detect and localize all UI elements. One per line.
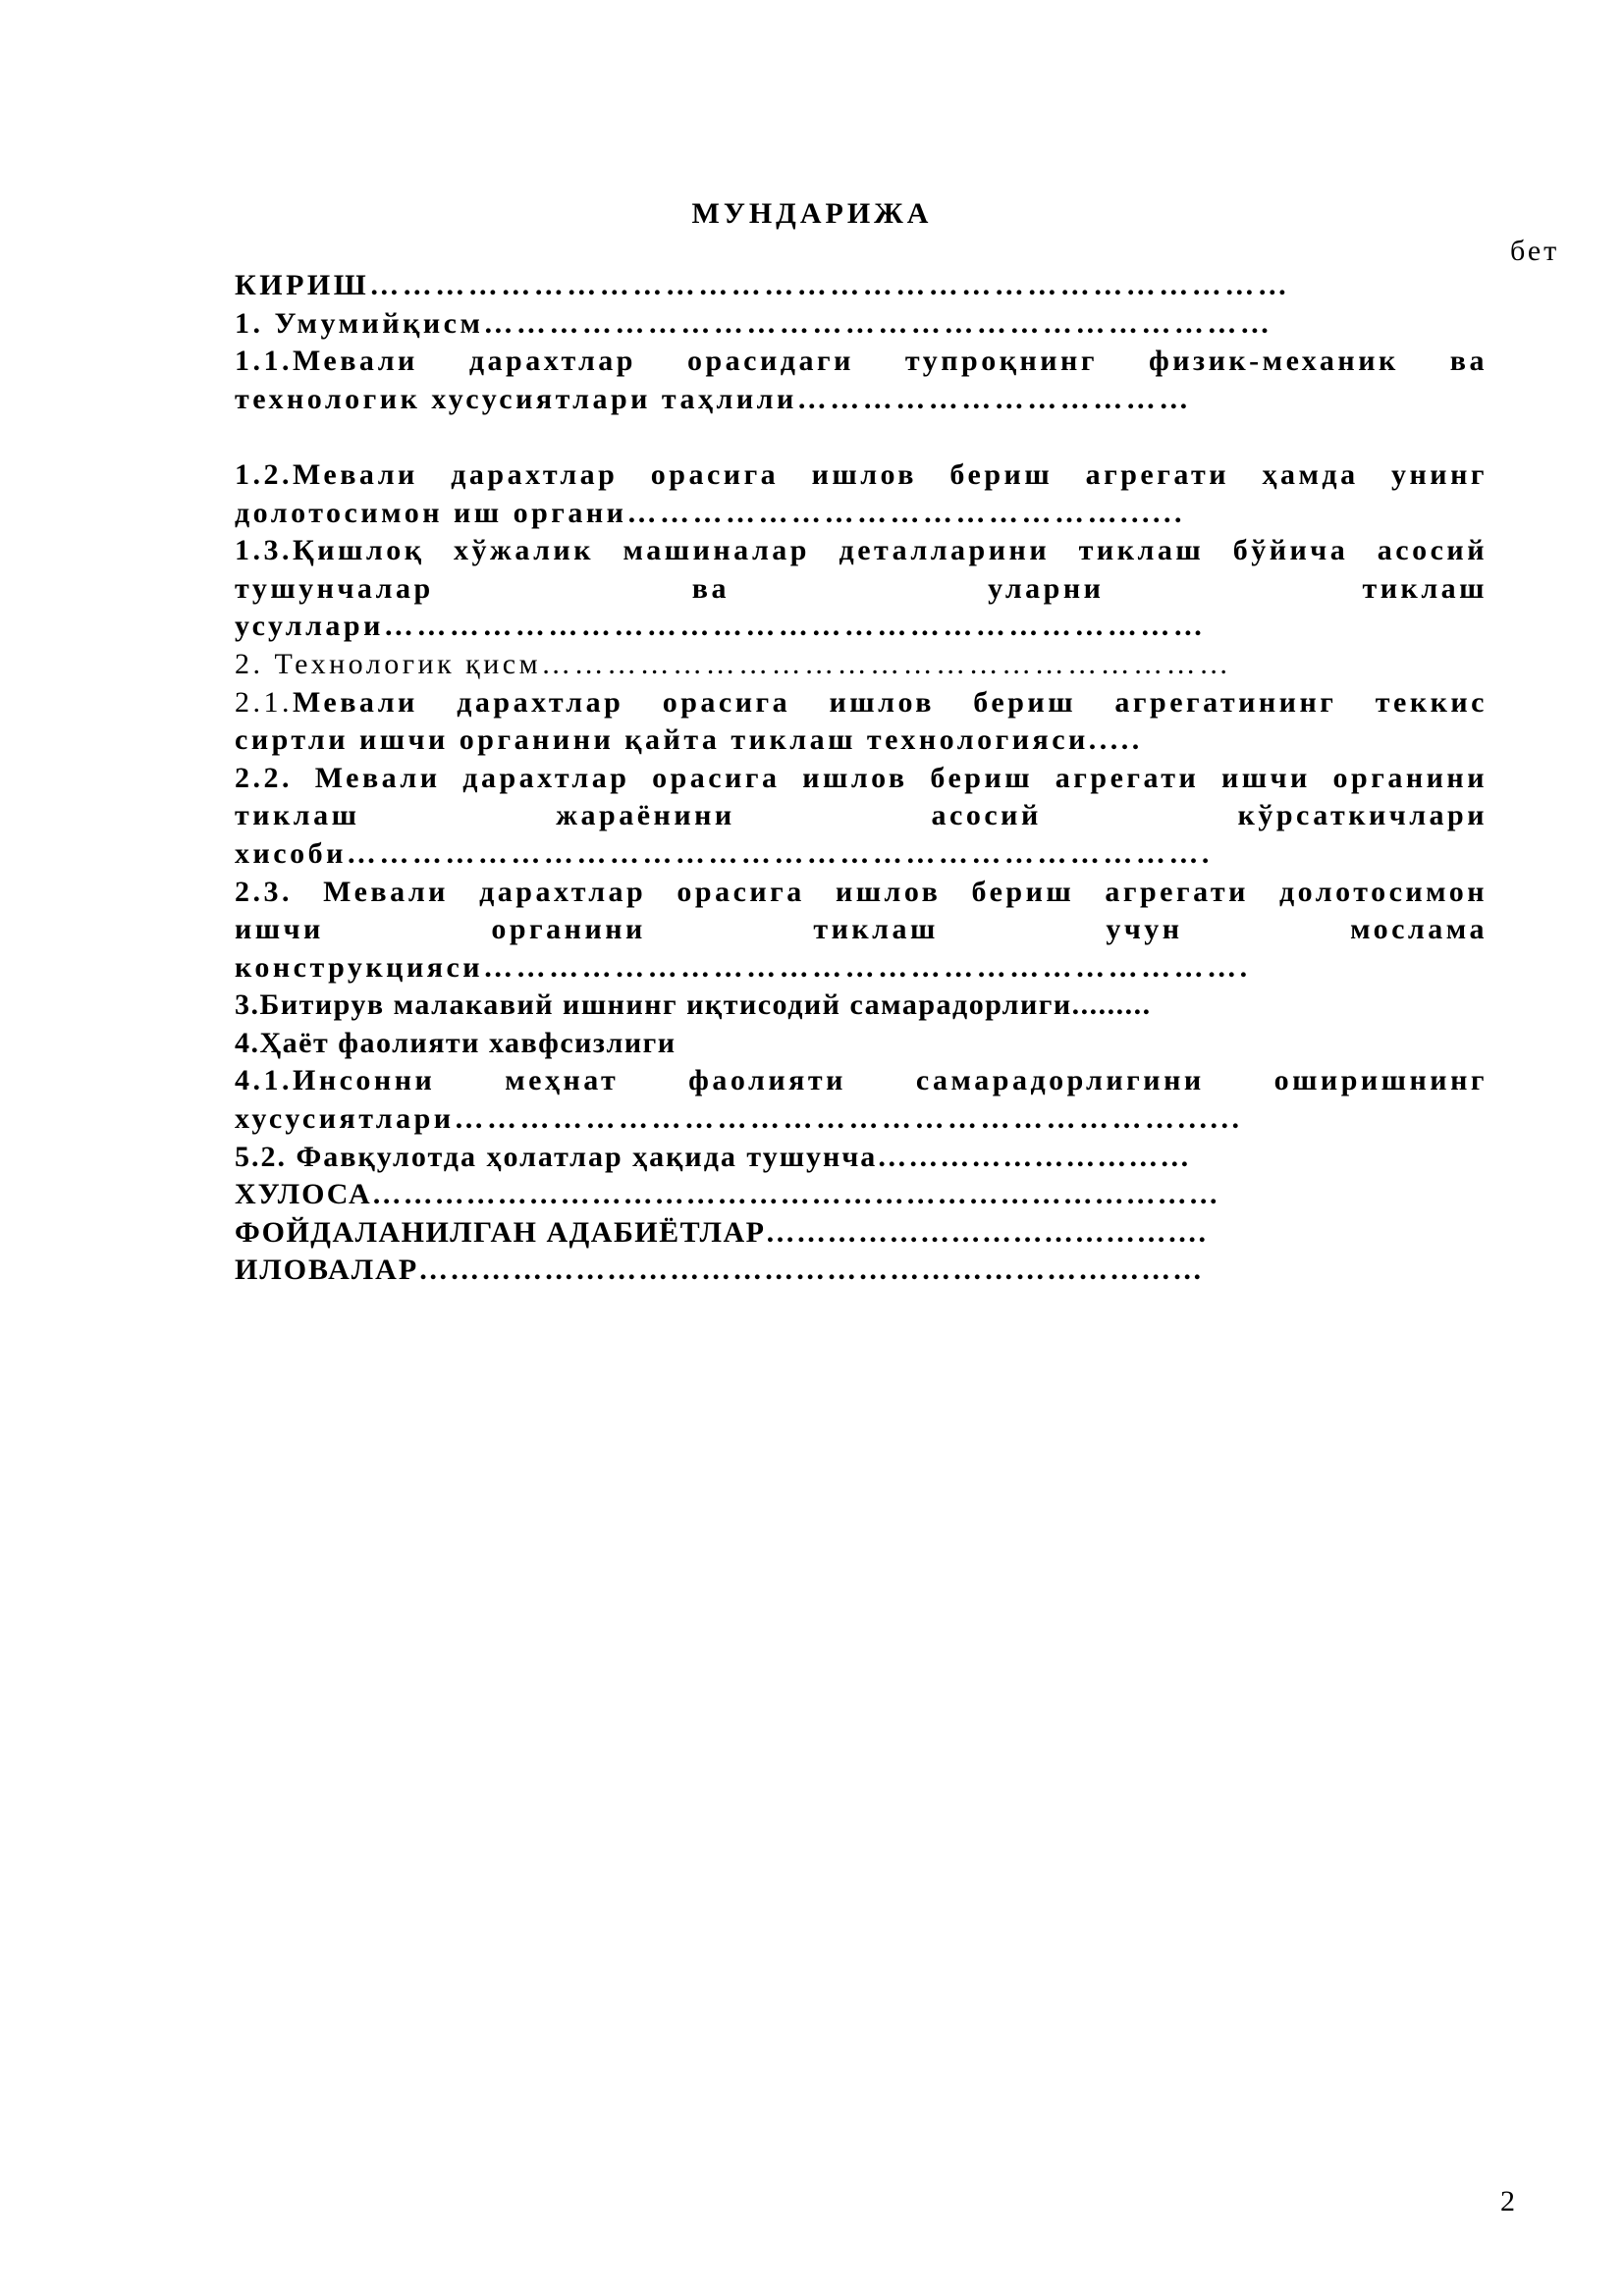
toc-entry-2-2-line1: 2.2. Мевали дарахтлар орасига ишлов бериш агрегати ишчи органини — [235, 761, 1488, 794]
toc-entry-introduction — [235, 267, 1488, 305]
toc-entry-4: 4.Ҳаёт фаолияти хавфсизлиги — [235, 1026, 677, 1059]
toc-entry-1-1-line1: 1.1.Мевали дарахтлар орасидаги тупроқнинг физик-механик ва — [235, 345, 1488, 378]
toc-entry-references: ФОЙДАЛАНИЛГАН АДАБИЁТЛАР……………………………………. — [235, 1215, 1208, 1249]
toc-entry-1-1-line2: технологик хусусиятлари таҳлили……………………………… — [235, 382, 1192, 415]
toc-entry-4-1-line1: 4.1.Инсонни меҳнат фаолияти самарадорлигини оширишнинг — [235, 1064, 1488, 1097]
table-of-contents — [235, 267, 1488, 1290]
toc-entry-1-3-line1: 1.3.Қишлоқ хўжалик машиналар деталларини тиклаш бўйича асосий — [235, 534, 1488, 567]
toc-entry-3: 3.Битирув малакавий ишнинг иқтисодий самарадорлиги......... — [235, 988, 1152, 1022]
toc-entry-4-1-line2: хусусиятлари…………………………………………………………...... — [235, 1102, 1243, 1136]
toc-entry-text: КИРИШ………………………………………………………………………… — [235, 269, 1291, 301]
toc-entry-1-3-line3: усуллари………………………………………………………………… — [235, 610, 1207, 643]
toc-entry-1-2-line1: 1.2.Мевали дарахтлар орасига ишлов бериш агрегати ҳамда унинг — [235, 457, 1488, 491]
toc-entry-conclusion: ХУЛОСА……………………………………………………………………… — [235, 1178, 1220, 1211]
page-title: МУНДАРИЖА — [691, 197, 933, 230]
toc-entry-2-1-line1 — [235, 684, 1488, 722]
toc-entry-5-2: 5.2. Фавқулотда ҳолатлар ҳақида тушунча………………………… — [235, 1140, 1192, 1173]
toc-entry-1-3-line2: тушунчалар ва уларни тиклаш — [235, 571, 1488, 605]
toc-entry-1-2-line2: долотосимон иш органи………………………………………...... — [235, 496, 1185, 529]
toc-entry-2-3-line1: 2.3. Мевали дарахтлар орасига ишлов бериш агрегати долотосимон — [235, 875, 1488, 908]
toc-entry-1: 1. Умумийқисм……………………………………………………………… — [235, 306, 1273, 340]
toc-spacer — [235, 418, 1488, 456]
toc-entry-appendices: ИЛОВАЛАР………………………………………………………………… — [235, 1254, 1205, 1287]
toc-entry-2: 2. Технологик қисм……………………………………………………… — [235, 647, 1232, 680]
toc-entry-2-1-line2: сиртли ишчи органини қайта тиклаш технологияси..... — [235, 723, 1143, 757]
toc-entry-2-3-line2: ишчи органини тиклаш учун мослама — [235, 913, 1488, 946]
toc-entry-2-2-line3: хисоби……………………………………………………………………. — [235, 836, 1213, 870]
toc-entry-2-3-line3: конструкцияси……………………………………………………………. — [235, 950, 1251, 984]
toc-entry-2-1-prefix: 2.1. — [235, 685, 293, 719]
page-number: 2 — [1500, 2185, 1515, 2217]
page-column-label: бет — [1510, 235, 1560, 267]
toc-entry-2-1-text: Мевали дарахтлар орасига ишлов бериш агрегатининг теккис — [293, 685, 1488, 719]
toc-entry-2-2-line2: тиклаш жараёнини асосий кўрсаткичлари — [235, 799, 1488, 832]
